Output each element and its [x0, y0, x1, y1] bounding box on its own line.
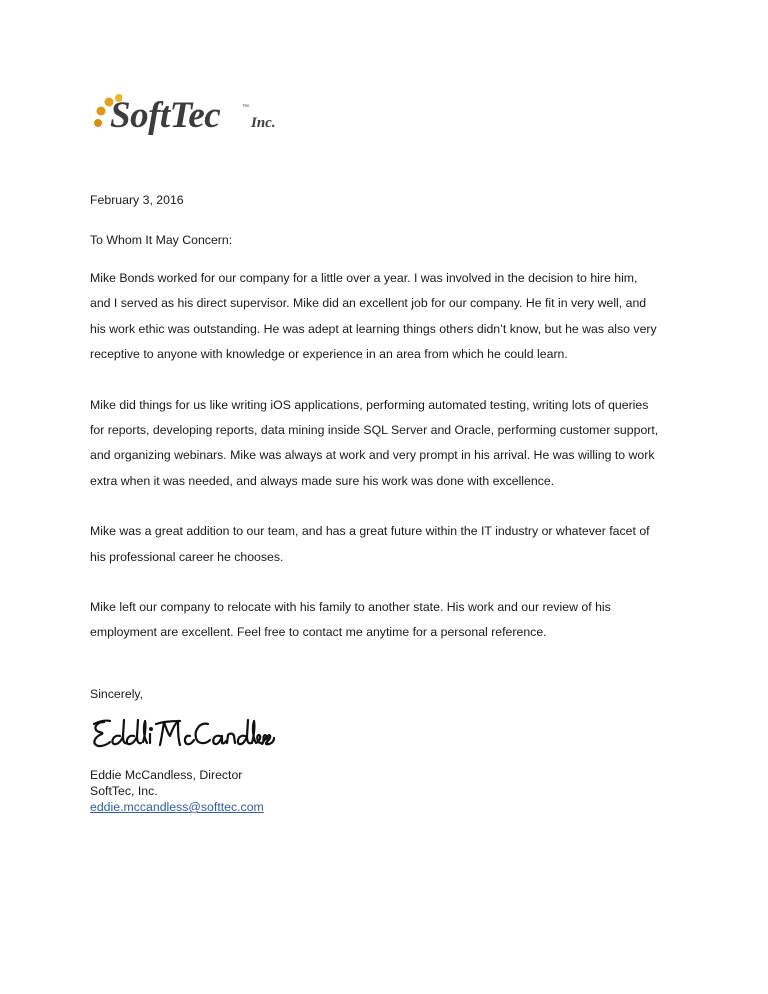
- paragraph-line: and I served as his direct supervisor. Mike did an excellent job for our company. He fit in very well, and: [90, 296, 647, 311]
- paragraph: [90, 393, 658, 495]
- logo-inc: Inc.: [251, 115, 276, 131]
- paragraph-line: Mike Bonds worked for our company for a little over a year. I was involved in the decision to hire him,: [90, 271, 638, 285]
- letter-salutation: To Whom It May Concern:: [90, 233, 233, 247]
- logo-trademark: ™: [242, 104, 249, 111]
- paragraph-line: employment are excellent. Feel free to contact me anytime for a personal reference.: [90, 625, 547, 640]
- paragraph-line: Mike was a great addition to our team, and has a great future within the IT industry or whatever facet of: [90, 524, 650, 539]
- paragraph-line: his professional career he chooses.: [90, 549, 284, 564]
- signature-block: [90, 767, 264, 815]
- paragraph-line: his work ethic was outstanding. He was adept at learning things others didn’t know, but he was also very: [90, 321, 657, 336]
- signer-company: SoftTec, Inc.: [90, 784, 158, 798]
- signer-name-title: Eddie McCandless, Director: [90, 768, 243, 782]
- paragraph-line: Mike did things for us like writing iOS applications, performing automated testing, writing lots of queries: [90, 397, 649, 412]
- letter-closing: Sincerely,: [90, 687, 144, 701]
- paragraph: [90, 519, 658, 570]
- paragraph: [90, 266, 658, 368]
- paragraph-line: and organizing webinars. Mike was always at work and very prompt in his arrival. He was willing to work: [90, 448, 655, 463]
- paragraph-line: for reports, developing reports, data mining inside SQL Server and Oracle, performing customer support,: [90, 422, 659, 437]
- letter-date: February 3, 2016: [90, 193, 184, 207]
- signer-email-link[interactable]: eddie.mccandless@softtec.com: [90, 800, 264, 814]
- paragraph: [90, 595, 658, 646]
- paragraph-line: extra when it was needed, and always made sure his work was done with excellence.: [90, 473, 555, 488]
- softtec-logo: [92, 92, 292, 142]
- letter-body: [90, 266, 658, 671]
- paragraph-line: Mike left our company to relocate with his family to another state. His work and our review of his: [90, 599, 611, 614]
- paragraph-line: receptive to anyone with knowledge or experience in an area from which he could learn.: [90, 347, 568, 362]
- handwritten-signature: [90, 712, 275, 754]
- logo-wordmark: SoftTec: [110, 95, 221, 136]
